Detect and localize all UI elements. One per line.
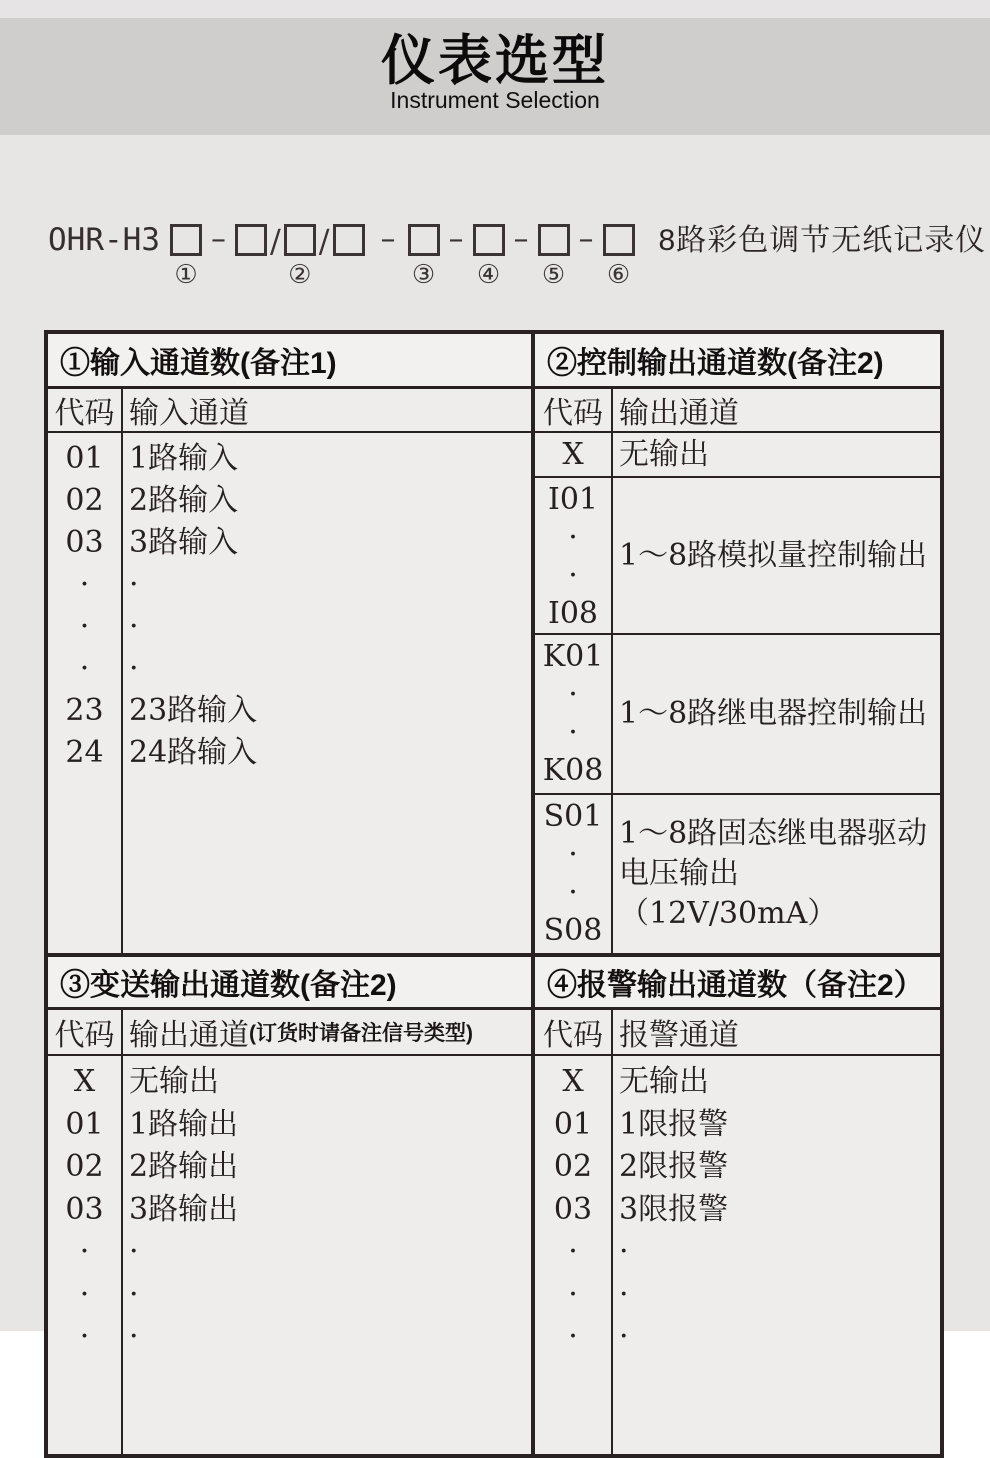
model-box-2c — [333, 224, 365, 256]
value-cell: · — [619, 1319, 629, 1354]
value-cell: 3路输出 — [129, 1191, 239, 1227]
code-cell: 02 — [65, 483, 104, 518]
model-code-diagram — [48, 224, 986, 288]
value-cell: · — [129, 1276, 139, 1312]
code-cell: · — [79, 1234, 90, 1269]
table-row — [535, 478, 940, 635]
code-cell: 01 — [553, 1106, 593, 1142]
code-cell: · — [79, 609, 90, 644]
section2-title: ②控制输出通道数(备注2) — [547, 347, 884, 380]
code-cell: 02 — [553, 1149, 593, 1184]
code-cell: 03 — [65, 1191, 104, 1227]
s1-value-column — [123, 433, 531, 953]
model-box-1 — [170, 224, 202, 256]
selection-table — [44, 330, 944, 1458]
s2-rows — [535, 433, 940, 953]
table-row — [535, 635, 940, 795]
code-cell: S01 · · S08 — [535, 795, 613, 953]
model-box-3 — [408, 224, 440, 256]
value-cell: 1路输入 — [129, 441, 239, 476]
code-cell: · — [568, 1276, 578, 1312]
code-cell: X — [562, 1064, 584, 1099]
table-row — [535, 795, 940, 953]
page-subtitle: Instrument Selection — [390, 87, 600, 113]
value-cell: · — [619, 1234, 629, 1269]
code-cell: X — [73, 1064, 96, 1099]
code-cell: · — [568, 1319, 578, 1354]
s4-value-column — [613, 1056, 940, 1455]
s4-col-value: 报警通道 — [619, 1018, 739, 1053]
model-box-5 — [538, 224, 570, 256]
s3-col-value: 输出通道 (订货时请备注信号类型) — [129, 1018, 473, 1053]
value-cell: 24路输入 — [129, 735, 258, 770]
marker-3: ③ — [411, 260, 436, 290]
value-cell: 2路输出 — [129, 1149, 239, 1184]
section-header-row-top — [48, 334, 940, 389]
s2-col-code: 代码 — [535, 389, 613, 431]
code-cell: K01 · · K08 — [535, 635, 613, 793]
code-cell: 24 — [65, 735, 104, 770]
model-slot-6 — [603, 224, 635, 288]
value-cell: 1～8路固态继电器驱动电压输出（12V/30mA） — [619, 816, 928, 931]
code-cell: · — [568, 1234, 578, 1269]
dash: – — [210, 222, 226, 257]
code-cell: X — [535, 433, 613, 476]
value-cell: 1～8路模拟量控制输出 — [619, 537, 928, 573]
dash: – — [380, 222, 396, 257]
code-cell: 03 — [65, 525, 104, 560]
slash: / — [318, 222, 330, 260]
page-title: 仪表选型 — [381, 31, 609, 91]
s4-code-column — [535, 1056, 613, 1455]
s1-col-code: 代码 — [48, 389, 123, 431]
marker-4: ④ — [476, 260, 501, 290]
slash: / — [269, 222, 281, 260]
value-cell: 无输出 — [129, 1064, 219, 1099]
s3-value-column — [123, 1056, 531, 1455]
value-cell: 23路输入 — [129, 693, 258, 728]
value-cell: 1限报警 — [619, 1106, 729, 1142]
code-cell: · — [79, 651, 90, 686]
value-cell: · — [129, 651, 139, 686]
model-box-4 — [473, 224, 505, 256]
marker-2: ② — [288, 260, 312, 290]
code-cell: 01 — [65, 1106, 104, 1142]
value-cell: · — [129, 1234, 139, 1269]
column-header-row-top — [48, 389, 940, 433]
model-box-2a — [235, 224, 267, 256]
model-slot-3 — [408, 224, 440, 288]
table-row — [535, 433, 940, 478]
code-cell: · — [79, 1319, 90, 1354]
code-cell: I01 · · I08 — [535, 478, 613, 633]
s3-col-code: 代码 — [48, 1010, 123, 1054]
model-slot-2c — [333, 224, 365, 256]
model-description: 8路彩色调节无纸记录仪 — [658, 224, 987, 257]
model-slot-2a — [235, 224, 267, 256]
s1-col-value: 输入通道 — [129, 396, 249, 431]
code-cell: · — [79, 567, 90, 602]
model-slot-1 — [170, 224, 202, 288]
code-cell: 03 — [553, 1191, 593, 1227]
s3-code-column — [48, 1056, 123, 1455]
marker-5: ⑤ — [541, 260, 566, 290]
dash: – — [578, 222, 594, 257]
model-slot-2b — [284, 224, 316, 288]
column-header-row-bottom — [48, 1010, 940, 1056]
s1-code-column — [48, 433, 123, 953]
body-row-top — [48, 433, 940, 957]
code-cell: 23 — [65, 693, 104, 728]
model-prefix: OHR-H3 — [48, 222, 160, 258]
value-cell: 1路输出 — [129, 1106, 239, 1142]
model-slot-5 — [538, 224, 570, 288]
value-cell: 3限报警 — [619, 1191, 729, 1227]
model-box-2b — [284, 224, 316, 256]
body-row-bottom — [48, 1056, 940, 1455]
value-cell: 3路输入 — [129, 525, 239, 560]
top-stripe — [0, 0, 990, 18]
value-cell: 无输出 — [619, 436, 709, 472]
dash: – — [513, 222, 529, 257]
marker-6: ⑥ — [606, 260, 631, 290]
value-cell: 2路输入 — [129, 483, 239, 518]
s4-col-code: 代码 — [535, 1010, 613, 1054]
value-cell: · — [129, 567, 139, 602]
section1-title: ①输入通道数(备注1) — [60, 347, 337, 380]
section4-title: ④报警输出通道数（备注2） — [547, 969, 924, 1002]
section-header-row-bottom — [48, 957, 940, 1010]
marker-1: ① — [174, 260, 198, 290]
section3-title: ③变送输出通道数(备注2) — [60, 969, 397, 1002]
title-band — [0, 18, 990, 135]
model-box-6 — [603, 224, 635, 256]
s2-col-value: 输出通道 — [619, 396, 739, 431]
code-cell: 02 — [65, 1149, 104, 1184]
value-cell: · — [129, 609, 139, 644]
value-cell: 无输出 — [619, 1064, 709, 1099]
dash: – — [448, 222, 464, 257]
s3-col-value-note: (订货时请备注信号类型) — [249, 1022, 473, 1045]
code-cell: · — [79, 1276, 90, 1312]
value-cell: 2限报警 — [619, 1149, 729, 1184]
value-cell: · — [619, 1276, 629, 1312]
model-slot-4 — [473, 224, 505, 288]
value-cell: 1～8路继电器控制输出 — [619, 696, 928, 731]
code-cell: 01 — [65, 441, 104, 476]
value-cell: · — [129, 1319, 139, 1354]
